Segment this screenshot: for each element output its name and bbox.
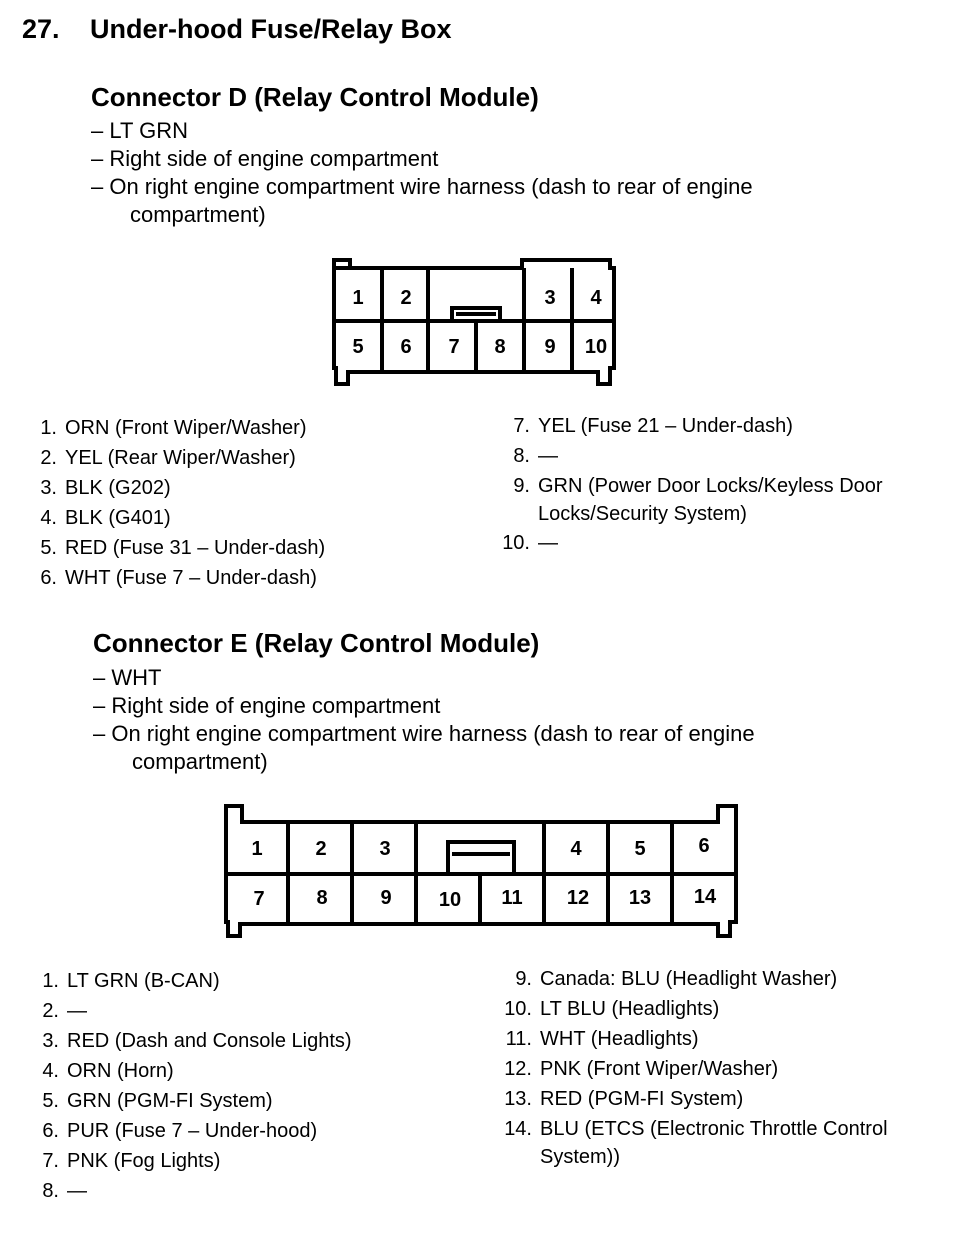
bullet-color: – WHT [93, 665, 162, 690]
page-title: Under-hood Fuse/Relay Box [90, 14, 452, 44]
terminal-13: 13 [628, 887, 652, 909]
bullet-harness-cont: compartment) [130, 202, 266, 227]
list-item: 9. GRN (Power Door Locks/Keyless Door Locks/Security System) [513, 475, 883, 525]
bullet-harness-cont: compartment) [132, 749, 268, 774]
terminal-8: 8 [316, 887, 328, 909]
list-item: 5. RED (Fuse 31 – Under-dash) [40, 537, 326, 559]
list-item: 3. RED (Dash and Console Lights) [42, 1030, 352, 1052]
list-item: 7. YEL (Fuse 21 – Under-dash) [513, 415, 793, 437]
list-item: 3. BLK (G202) [40, 477, 171, 499]
terminal-14: 14 [693, 886, 717, 908]
terminal-10: 10 [438, 889, 462, 911]
terminal-12: 12 [566, 887, 590, 909]
list-item: 10. LT BLU (Headlights) [504, 998, 720, 1020]
terminal-4: 4 [570, 838, 582, 860]
list-item: 2. YEL (Rear Wiper/Washer) [40, 447, 296, 469]
connector-d-bullets [91, 117, 753, 229]
connector-e-bullets [93, 664, 755, 776]
connector-e-diagram [222, 804, 742, 940]
list-item: 12. PNK (Front Wiper/Washer) [504, 1058, 779, 1080]
list-item: 8. — [42, 1180, 87, 1202]
terminal-2: 2 [400, 287, 412, 309]
list-item: 6. PUR (Fuse 7 – Under-hood) [42, 1120, 318, 1142]
connector-d-heading: Connector D (Relay Control Module) [91, 82, 539, 112]
bullet-location: – Right side of engine compartment [93, 693, 441, 718]
bullet-harness: – On right engine compartment wire harness (dash to rear of engine [91, 174, 753, 199]
list-item: 6. WHT (Fuse 7 – Under-dash) [40, 567, 317, 589]
list-item: 8. — [513, 445, 558, 467]
terminal-8: 8 [494, 336, 506, 358]
terminal-9: 9 [544, 336, 556, 358]
list-item: 10. — [502, 532, 558, 554]
terminal-7: 7 [253, 888, 265, 910]
terminal-10: 10 [584, 336, 608, 358]
terminal-2: 2 [315, 838, 327, 860]
list-item: 9. Canada: BLU (Headlight Washer) [515, 968, 838, 990]
list-item: 1. ORN (Front Wiper/Washer) [40, 417, 307, 439]
connector-d-diagram [330, 258, 620, 388]
list-item: 4. ORN (Horn) [42, 1060, 174, 1082]
bullet-harness: – On right engine compartment wire harness (dash to rear of engine [93, 721, 755, 746]
connector-e-heading: Connector E (Relay Control Module) [93, 628, 540, 658]
list-item: 13. RED (PGM-FI System) [504, 1088, 744, 1110]
bullet-color: – LT GRN [91, 118, 188, 143]
list-item: 4. BLK (G401) [40, 507, 171, 529]
terminal-11: 11 [501, 887, 523, 909]
list-item: 5. GRN (PGM-FI System) [42, 1090, 273, 1112]
terminal-9: 9 [380, 887, 392, 909]
terminal-4: 4 [590, 287, 602, 309]
list-item: 7. PNK (Fog Lights) [42, 1150, 221, 1172]
terminal-3: 3 [379, 838, 391, 860]
terminal-5: 5 [634, 838, 646, 860]
terminal-5: 5 [352, 336, 364, 358]
bullet-location: – Right side of engine compartment [91, 146, 439, 171]
list-item: 11. WHT (Headlights) [505, 1028, 699, 1050]
list-item: 2. — [42, 1000, 87, 1022]
terminal-3: 3 [544, 287, 556, 309]
terminal-1: 1 [251, 838, 263, 860]
terminal-6: 6 [400, 336, 412, 358]
terminal-1: 1 [352, 287, 364, 309]
terminal-6: 6 [698, 835, 710, 857]
section-number: 27. [22, 14, 60, 44]
list-item: 1. LT GRN (B-CAN) [42, 970, 220, 992]
terminal-7: 7 [448, 336, 460, 358]
list-item: 14. BLU (ETCS (Electronic Throttle Control System)) [504, 1118, 888, 1168]
